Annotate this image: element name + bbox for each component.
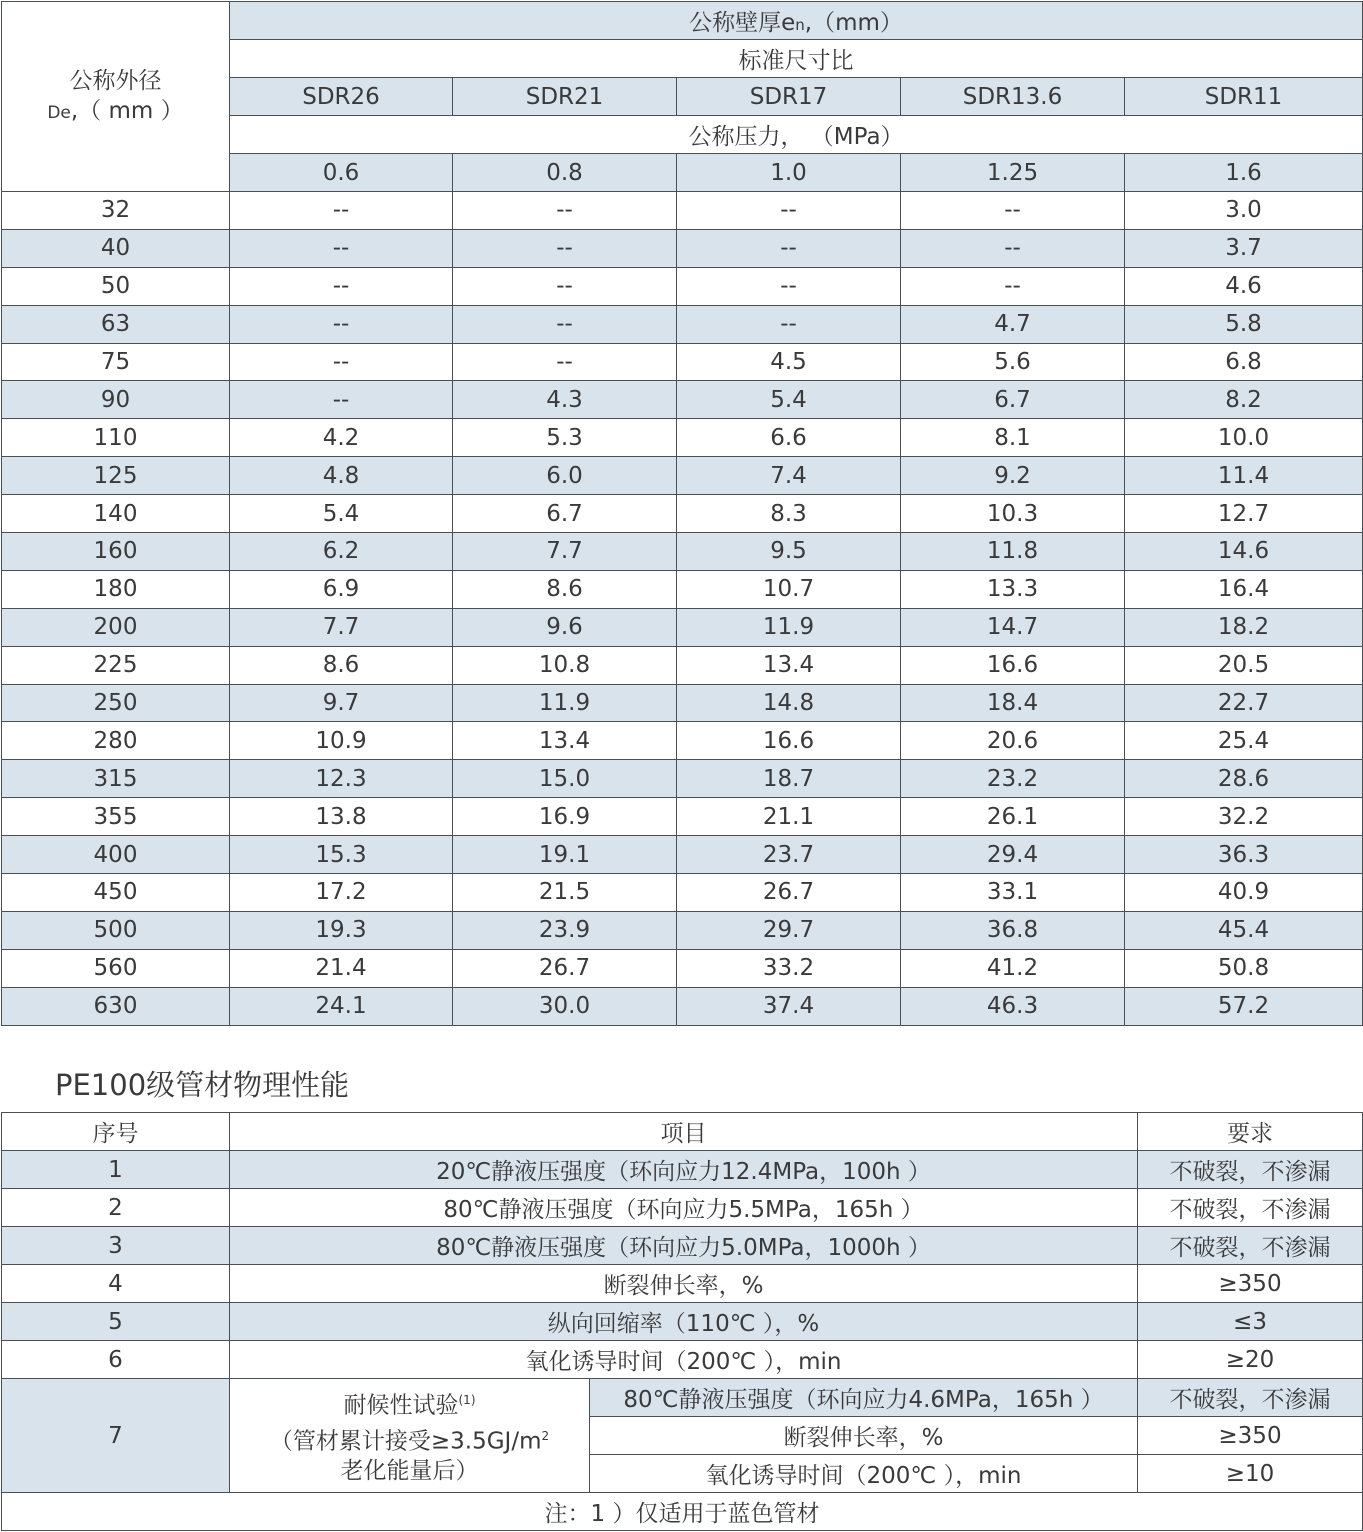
diameter-cell: 315	[2, 760, 230, 798]
requirement-cell: ≥10	[1138, 1455, 1363, 1493]
weathering-title: 耐候性试验	[343, 1392, 459, 1419]
table-row	[2, 1189, 1363, 1227]
item-cell: 80℃静液压强度（环向应力5.0MPa，1000h ）	[230, 1227, 1138, 1265]
thickness-cell: 14.6	[1125, 533, 1363, 571]
thickness-cell: --	[230, 343, 453, 381]
thickness-cell: 19.1	[453, 836, 677, 874]
item-cell: 80℃静液压强度（环向应力5.5MPa，165h ）	[230, 1189, 1138, 1227]
thickness-cell: 13.8	[230, 798, 453, 836]
requirement-cell: ≥350	[1138, 1265, 1363, 1303]
diameter-cell: 63	[2, 305, 230, 343]
thickness-cell: 16.4	[1125, 570, 1363, 608]
sdr-cell: SDR21	[453, 78, 677, 116]
thickness-cell: 6.0	[453, 457, 677, 495]
thickness-cell: 14.8	[677, 684, 901, 722]
thickness-cell: 24.1	[230, 987, 453, 1025]
thickness-cell: 19.3	[230, 911, 453, 949]
table-row	[2, 760, 1363, 798]
serial-cell: 4	[2, 1265, 230, 1303]
table-row	[2, 570, 1363, 608]
thickness-cell: 6.9	[230, 570, 453, 608]
thickness-cell: 10.7	[677, 570, 901, 608]
thickness-cell: 36.8	[901, 911, 1125, 949]
thickness-cell: 26.7	[677, 874, 901, 912]
thickness-cell: --	[901, 229, 1125, 267]
thickness-cell: 26.1	[901, 798, 1125, 836]
thickness-cell: --	[677, 305, 901, 343]
diameter-cell: 450	[2, 874, 230, 912]
requirement-cell: ≥350	[1138, 1417, 1363, 1455]
sdr-cell: SDR13.6	[901, 78, 1125, 116]
thickness-cell: 3.0	[1125, 192, 1363, 230]
table-row	[2, 722, 1363, 760]
thickness-cell: 15.0	[453, 760, 677, 798]
thickness-cell: 7.7	[453, 533, 677, 571]
weathering-condition-end: 老化能量后）	[340, 1458, 479, 1485]
thickness-cell: --	[230, 267, 453, 305]
thickness-cell: 13.4	[677, 646, 901, 684]
diameter-cell: 90	[2, 381, 230, 419]
thickness-cell: --	[677, 192, 901, 230]
thickness-cell: 4.8	[230, 457, 453, 495]
thickness-cell: --	[230, 229, 453, 267]
thickness-cell: 5.6	[901, 343, 1125, 381]
thickness-cell: 9.6	[453, 608, 677, 646]
table-row	[2, 646, 1363, 684]
thickness-cell: 40.9	[1125, 874, 1363, 912]
thickness-cell: 16.6	[901, 646, 1125, 684]
diameter-cell: 75	[2, 343, 230, 381]
thickness-cell: --	[453, 192, 677, 230]
thickness-cell: 10.9	[230, 722, 453, 760]
thickness-cell: 33.2	[677, 949, 901, 987]
diameter-cell: 560	[2, 949, 230, 987]
thickness-cell: 11.8	[901, 533, 1125, 571]
thickness-cell: 30.0	[453, 987, 677, 1025]
thickness-cell: 33.1	[901, 874, 1125, 912]
serial-cell: 5	[2, 1303, 230, 1341]
thickness-cell: 26.7	[453, 949, 677, 987]
thickness-cell: 18.4	[901, 684, 1125, 722]
thickness-cell: 4.3	[453, 381, 677, 419]
table-row	[2, 192, 1363, 230]
thickness-cell: 6.8	[1125, 343, 1363, 381]
item-cell: 纵向回缩率（110℃ ），%	[230, 1303, 1138, 1341]
thickness-cell: 32.2	[1125, 798, 1363, 836]
thickness-cell: 23.2	[901, 760, 1125, 798]
diameter-cell: 160	[2, 533, 230, 571]
diameter-cell: 630	[2, 987, 230, 1025]
thickness-cell: 41.2	[901, 949, 1125, 987]
thickness-cell: 6.7	[901, 381, 1125, 419]
thickness-cell: 45.4	[1125, 911, 1363, 949]
table-row	[2, 229, 1363, 267]
table-row	[2, 608, 1363, 646]
item-cell: 断裂伸长率，%	[230, 1265, 1138, 1303]
thickness-cell: 4.5	[677, 343, 901, 381]
thickness-cell: --	[901, 267, 1125, 305]
pressure-header: 公称压力， （MPa）	[230, 116, 1363, 154]
thickness-cell: 12.7	[1125, 495, 1363, 533]
thickness-cell: 8.3	[677, 495, 901, 533]
serial-cell: 1	[2, 1151, 230, 1189]
header-serial: 序号	[2, 1113, 230, 1151]
thickness-cell: 18.7	[677, 760, 901, 798]
pressure-cell: 1.0	[677, 154, 901, 192]
thickness-cell: 23.7	[677, 836, 901, 874]
wall-thickness-header: 公称壁厚en,（mm）	[230, 2, 1363, 40]
diameter-cell: 225	[2, 646, 230, 684]
pressure-cell: 0.8	[453, 154, 677, 192]
sdr-cell: SDR11	[1125, 78, 1363, 116]
note-row	[2, 1493, 1363, 1531]
item-cell: 氧化诱导时间（200℃ ），min	[230, 1341, 1138, 1379]
diameter-cell: 200	[2, 608, 230, 646]
thickness-cell: --	[901, 192, 1125, 230]
outer-diameter-header-cell	[2, 2, 230, 192]
thickness-cell: 8.6	[230, 646, 453, 684]
thickness-cell: 50.8	[1125, 949, 1363, 987]
item-cell: 20℃静液压强度（环向应力12.4MPa，100h ）	[230, 1151, 1138, 1189]
pressure-cell: 1.6	[1125, 154, 1363, 192]
thickness-cell: 5.8	[1125, 305, 1363, 343]
diameter-cell: 32	[2, 192, 230, 230]
thickness-cell: --	[230, 305, 453, 343]
diameter-cell: 500	[2, 911, 230, 949]
thickness-cell: 6.7	[453, 495, 677, 533]
requirement-cell: ≤3	[1138, 1303, 1363, 1341]
item-cell: 断裂伸长率，%	[590, 1417, 1138, 1455]
thickness-cell: 12.3	[230, 760, 453, 798]
thickness-cell: --	[677, 229, 901, 267]
diameter-cell: 40	[2, 229, 230, 267]
thickness-cell: 5.3	[453, 419, 677, 457]
thickness-cell: 15.3	[230, 836, 453, 874]
section-title: PE100级管材物理性能	[55, 1068, 350, 1102]
requirement-cell: 不破裂，不渗漏	[1138, 1227, 1363, 1265]
thickness-cell: 6.6	[677, 419, 901, 457]
pressure-cell: 0.6	[230, 154, 453, 192]
thickness-cell: 9.7	[230, 684, 453, 722]
thickness-cell: 4.7	[901, 305, 1125, 343]
table-row	[2, 381, 1363, 419]
table-row	[2, 1303, 1363, 1341]
thickness-cell: 7.7	[230, 608, 453, 646]
table-row	[2, 1227, 1363, 1265]
wall-thickness-table	[1, 1, 1363, 1026]
thickness-cell: 20.5	[1125, 646, 1363, 684]
thickness-cell: --	[453, 305, 677, 343]
physical-properties-table	[1, 1112, 1363, 1531]
thickness-cell: 11.9	[677, 608, 901, 646]
header-item: 项目	[230, 1113, 1138, 1151]
thickness-cell: 22.7	[1125, 684, 1363, 722]
table-row	[2, 911, 1363, 949]
diameter-cell: 355	[2, 798, 230, 836]
table-row	[2, 457, 1363, 495]
thickness-cell: 8.2	[1125, 381, 1363, 419]
thickness-cell: 29.7	[677, 911, 901, 949]
table-row	[2, 343, 1363, 381]
thickness-cell: 16.9	[453, 798, 677, 836]
thickness-cell: 18.2	[1125, 608, 1363, 646]
superscript-2: 2	[541, 1428, 550, 1443]
thickness-cell: 57.2	[1125, 987, 1363, 1025]
thickness-cell: 13.3	[901, 570, 1125, 608]
thickness-cell: 6.2	[230, 533, 453, 571]
thickness-cell: 20.6	[901, 722, 1125, 760]
thickness-cell: --	[677, 267, 901, 305]
thickness-cell: 10.3	[901, 495, 1125, 533]
thickness-cell: 5.4	[677, 381, 901, 419]
header-requirement: 要求	[1138, 1113, 1363, 1151]
diameter-cell: 140	[2, 495, 230, 533]
thickness-cell: 7.4	[677, 457, 901, 495]
thickness-cell: 17.2	[230, 874, 453, 912]
weathering-condition: （管材累计接受≥3.5GJ/m	[269, 1428, 542, 1455]
table-row	[2, 419, 1363, 457]
thickness-cell: 11.4	[1125, 457, 1363, 495]
sdr-cell: SDR26	[230, 78, 453, 116]
thickness-cell: 5.4	[230, 495, 453, 533]
item-cell: 80℃静液压强度（环向应力4.6MPa，165h ）	[590, 1379, 1138, 1417]
table-row	[2, 1151, 1363, 1189]
thickness-cell: 11.9	[453, 684, 677, 722]
sdr-header: 标准尺寸比	[230, 40, 1363, 78]
thickness-cell: --	[453, 229, 677, 267]
table-row	[2, 1341, 1363, 1379]
serial-cell: 2	[2, 1189, 230, 1227]
thickness-cell: --	[453, 267, 677, 305]
thickness-cell: 36.3	[1125, 836, 1363, 874]
table-row	[2, 1379, 1363, 1417]
thickness-cell: 10.8	[453, 646, 677, 684]
thickness-cell: 14.7	[901, 608, 1125, 646]
diameter-cell: 280	[2, 722, 230, 760]
requirement-cell: ≥20	[1138, 1341, 1363, 1379]
diameter-cell: 125	[2, 457, 230, 495]
serial-cell: 7	[2, 1379, 230, 1493]
thickness-cell: 23.9	[453, 911, 677, 949]
thickness-cell: 9.5	[677, 533, 901, 571]
thickness-cell: --	[453, 343, 677, 381]
table-row	[2, 949, 1363, 987]
requirement-cell: 不破裂，不渗漏	[1138, 1151, 1363, 1189]
sdr-cell: SDR17	[677, 78, 901, 116]
serial-cell: 3	[2, 1227, 230, 1265]
requirement-cell: 不破裂，不渗漏	[1138, 1189, 1363, 1227]
diameter-cell: 50	[2, 267, 230, 305]
thickness-cell: 9.2	[901, 457, 1125, 495]
thickness-cell: 28.6	[1125, 760, 1363, 798]
table-row	[2, 495, 1363, 533]
footnote-marker: (1)	[458, 1392, 476, 1407]
thickness-cell: 21.5	[453, 874, 677, 912]
table-row	[2, 684, 1363, 722]
weathering-test-cell	[230, 1379, 590, 1493]
diameter-cell: 250	[2, 684, 230, 722]
table-row	[2, 533, 1363, 571]
thickness-cell: 13.4	[453, 722, 677, 760]
thickness-cell: 37.4	[677, 987, 901, 1025]
thickness-cell: --	[230, 192, 453, 230]
thickness-cell: 8.1	[901, 419, 1125, 457]
thickness-cell: 29.4	[901, 836, 1125, 874]
table-row	[2, 1265, 1363, 1303]
table-row	[2, 987, 1363, 1025]
thickness-cell: 46.3	[901, 987, 1125, 1025]
footnote: 注：1 ）仅适用于蓝色管材	[2, 1493, 1363, 1531]
table-row	[2, 798, 1363, 836]
thickness-cell: 21.1	[677, 798, 901, 836]
serial-cell: 6	[2, 1341, 230, 1379]
diameter-cell: 400	[2, 836, 230, 874]
thickness-cell: 21.4	[230, 949, 453, 987]
thickness-cell: 10.0	[1125, 419, 1363, 457]
thickness-cell: 25.4	[1125, 722, 1363, 760]
table-row	[2, 305, 1363, 343]
diameter-cell: 180	[2, 570, 230, 608]
outer-diameter-label: 公称外径 De,（ mm ）	[47, 67, 184, 124]
diameter-cell: 110	[2, 419, 230, 457]
table-row	[2, 874, 1363, 912]
item-cell: 氧化诱导时间（200℃ ），min	[590, 1455, 1138, 1493]
thickness-cell: 16.6	[677, 722, 901, 760]
thickness-cell: 4.2	[230, 419, 453, 457]
thickness-cell: 8.6	[453, 570, 677, 608]
requirement-cell: 不破裂，不渗漏	[1138, 1379, 1363, 1417]
table-row	[2, 267, 1363, 305]
thickness-cell: --	[230, 381, 453, 419]
table-row	[2, 836, 1363, 874]
thickness-cell: 4.6	[1125, 267, 1363, 305]
pressure-cell: 1.25	[901, 154, 1125, 192]
thickness-cell: 3.7	[1125, 229, 1363, 267]
